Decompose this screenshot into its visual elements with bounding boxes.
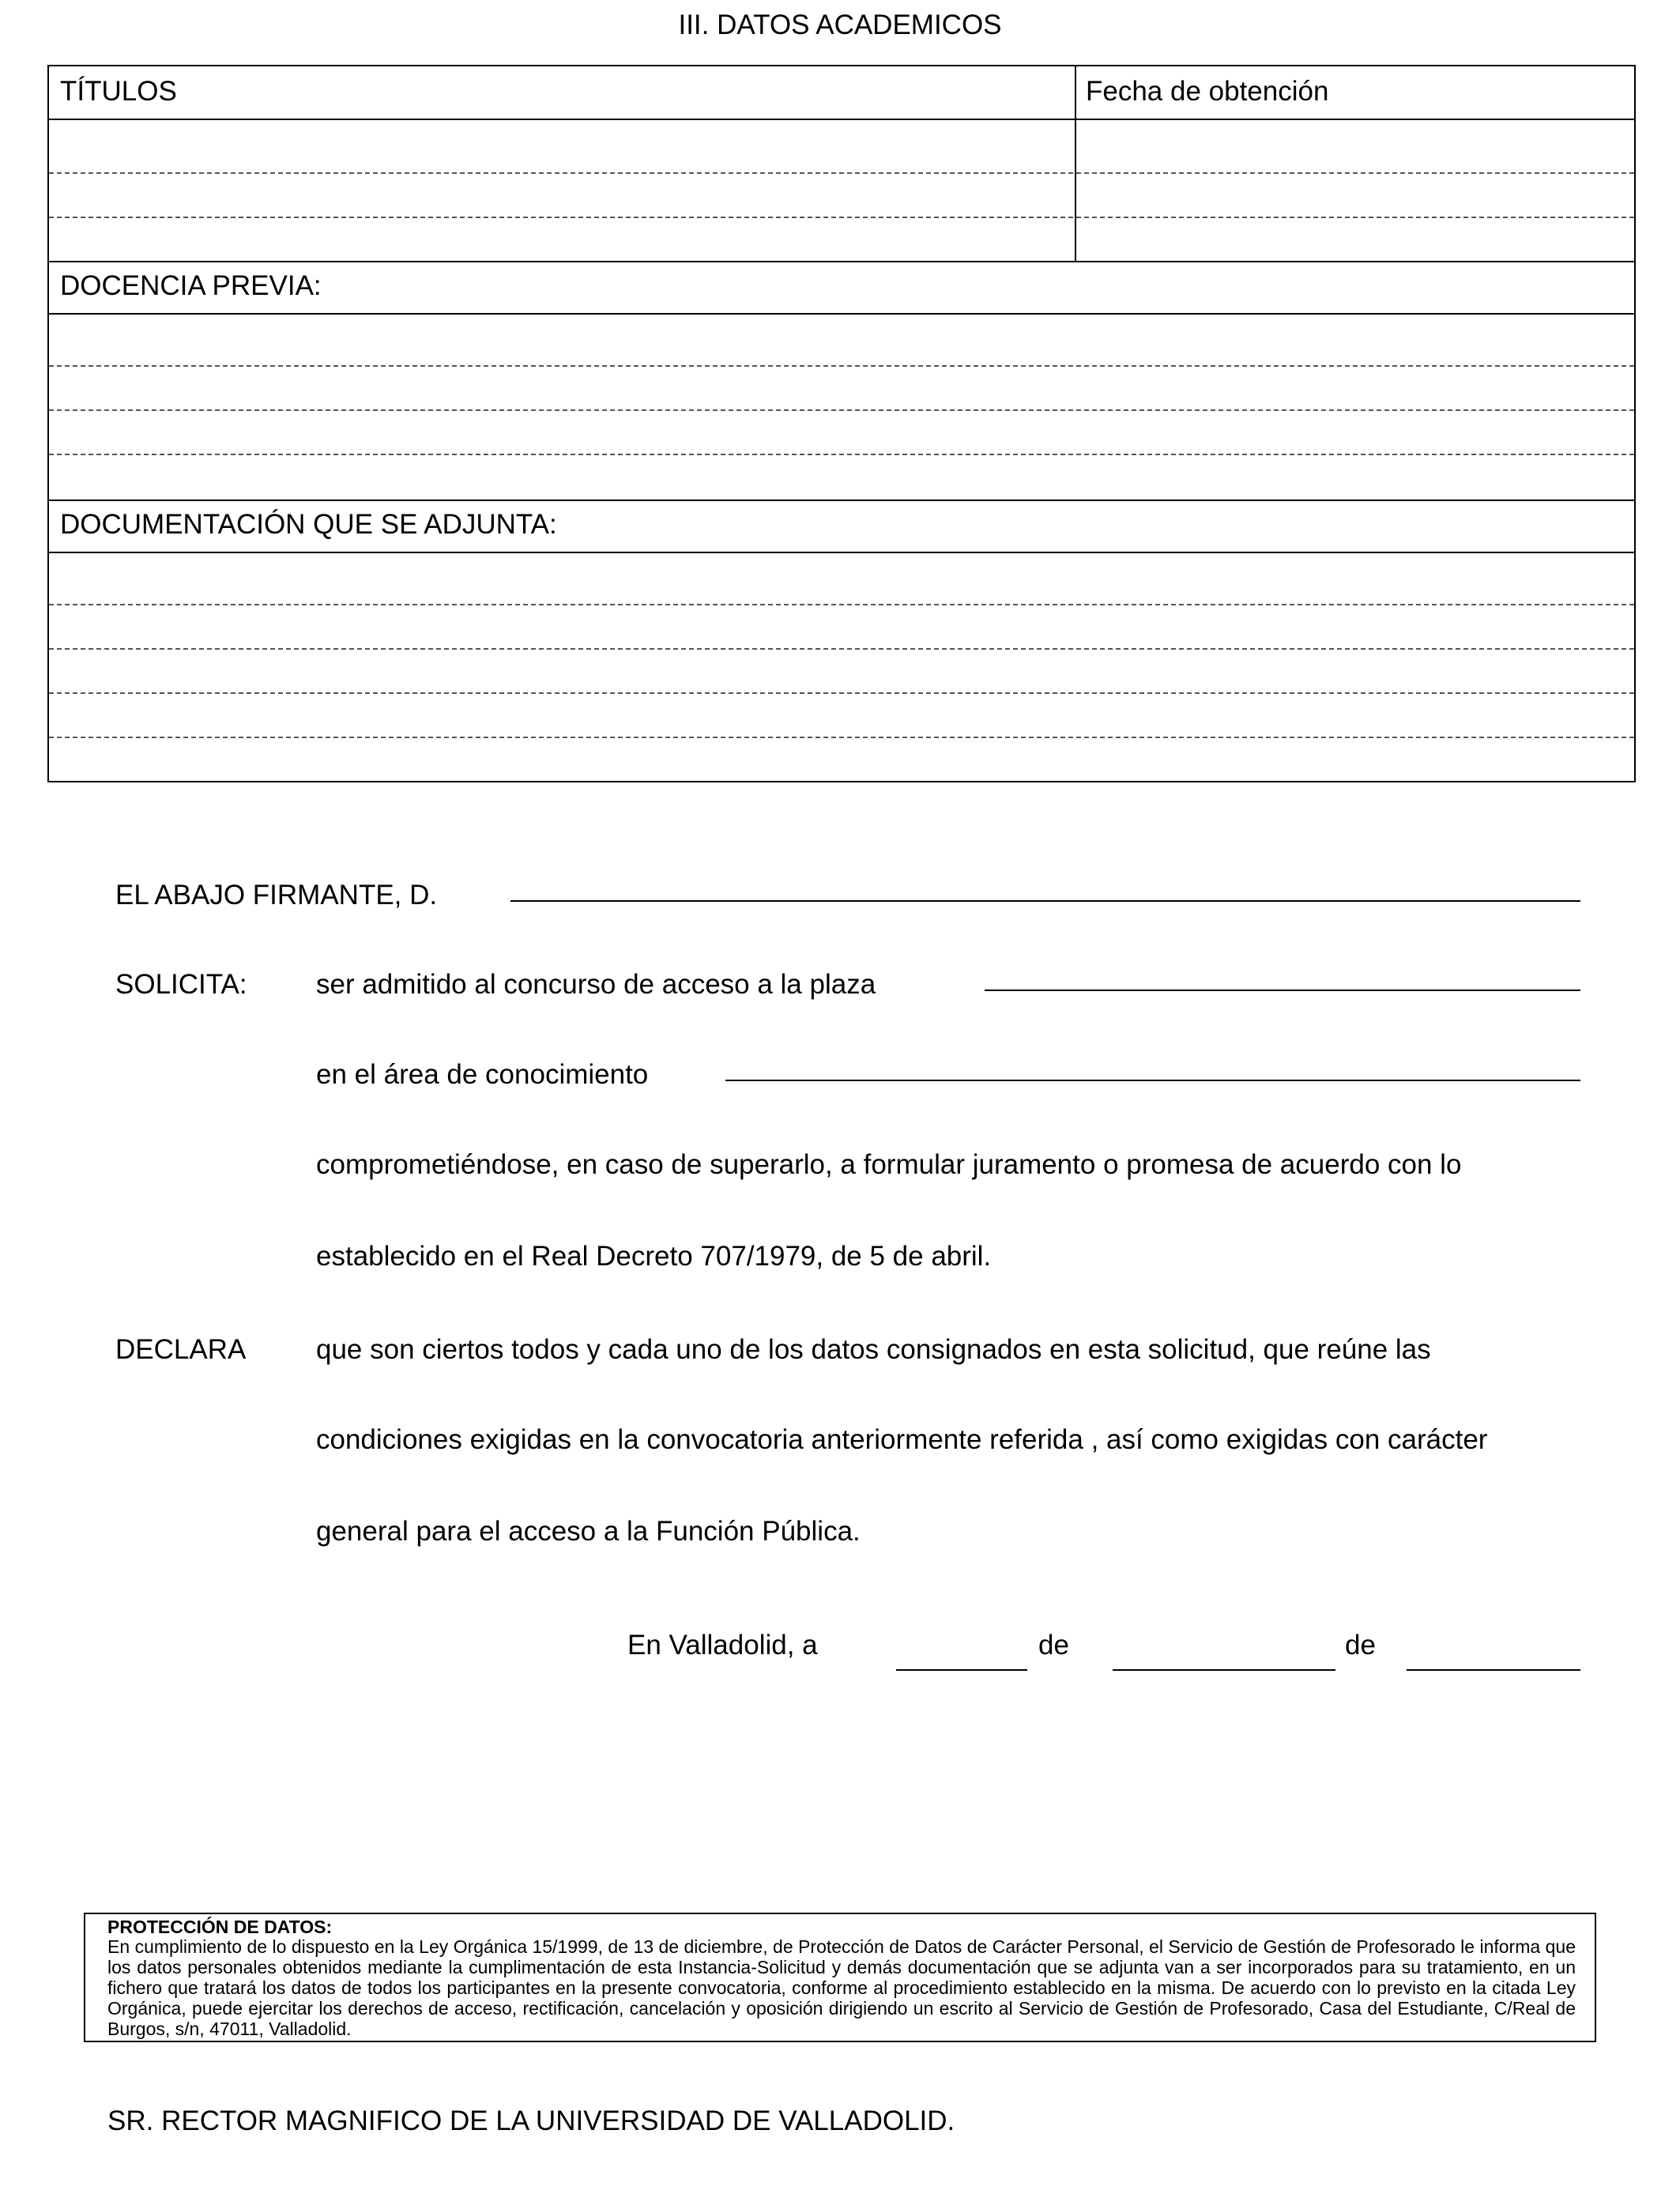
solicita-text-4: establecido en el Real Decreto 707/1979, de 5 de abril. (316, 1241, 992, 1272)
data-protection-title: PROTECCIÓN DE DATOS: (107, 1917, 333, 1937)
declara-text-2: condiciones exigidas en la convocatoria anteriormente referida , así como exigidas con carácter (316, 1424, 1488, 1455)
docencia-previa-label: DOCENCIA PREVIA: (60, 270, 322, 301)
day-field[interactable] (896, 1669, 1027, 1671)
docencia-field-1[interactable] (49, 315, 1634, 364)
docencia-field-3[interactable] (49, 411, 1634, 452)
fecha-obtencion-header: Fecha de obtención (1086, 76, 1329, 107)
de-text-1: de (1038, 1630, 1069, 1661)
documentacion-field-3[interactable] (49, 650, 1634, 691)
section-divider (49, 261, 1634, 262)
solicita-text-1: ser admitido al concurso de acceso a la plaza (316, 969, 876, 1000)
docencia-field-4[interactable] (49, 455, 1634, 498)
documentacion-field-5[interactable] (49, 738, 1634, 781)
firmante-name-field[interactable] (510, 900, 1580, 902)
section-title: III. DATOS ACADEMICOS (678, 9, 1002, 40)
addressee: SR. RECTOR MAGNIFICO DE LA UNIVERSIDAD DE VALLADOLID. (107, 2105, 955, 2136)
data-protection-box (84, 1913, 1596, 2042)
place-text: En Valladolid, a (627, 1630, 818, 1661)
declara-text-3: general para el acceso a la Función Pública. (316, 1516, 861, 1547)
declara-text-1: que son ciertos todos y cada uno de los datos consignados en esta solicitud, que reúne las (316, 1334, 1431, 1365)
fecha-field-1[interactable] (1076, 120, 1636, 171)
documentacion-field-2[interactable] (49, 605, 1634, 647)
titulo-field-1[interactable] (49, 120, 1074, 171)
titulos-header: TÍTULOS (60, 76, 177, 107)
documentacion-label: DOCUMENTACIÓN QUE SE ADJUNTA: (60, 509, 557, 540)
documentacion-field-4[interactable] (49, 694, 1634, 735)
docencia-field-2[interactable] (49, 367, 1634, 408)
titulo-field-3[interactable] (49, 218, 1074, 259)
month-field[interactable] (1113, 1669, 1335, 1671)
titulo-field-2[interactable] (49, 174, 1074, 215)
year-field[interactable] (1407, 1669, 1580, 1671)
fecha-field-3[interactable] (1076, 218, 1636, 259)
solicita-text-2: en el área de conocimiento (316, 1059, 649, 1090)
documentacion-field-1[interactable] (49, 553, 1634, 602)
academic-data-table (47, 65, 1636, 782)
de-text-2: de (1345, 1630, 1376, 1661)
section-divider (49, 499, 1634, 501)
fecha-field-2[interactable] (1076, 174, 1636, 215)
solicita-label: SOLICITA: (115, 969, 247, 1000)
solicita-text-3: comprometiéndose, en caso de superarlo, a formular juramento o promesa de acuerdo con lo (316, 1149, 1462, 1180)
data-protection-text: En cumplimiento de lo dispuesto en la Ley Orgánica 15/1999, de 13 de diciembre, de Protección de Datos de Carácter Personal, el Servicio de Gestión de Profesorado le informa que los datos personales obtenidos mediante la cumplimentación de esta Instancia-Solicitud y demás documentación que se adjunta van a ser incorporados para su tratamiento, en un fichero que tratará los datos de todos los participantes en la presente convocatoria, conforme al procedimiento establecido en la misma. De acuerdo con lo previsto en la citada Ley Orgánica, puede ejercitar los derechos de acceso, rectificación, cancelación y oposición dirigiendo un escrito al Servicio de Gestión de Profesorado, Casa del Estudiante, C/Real de Burgos, s/n, 47011, Valladolid. (107, 1936, 1576, 2039)
firmante-label: EL ABAJO FIRMANTE, D. (115, 880, 438, 910)
plaza-field[interactable] (985, 990, 1580, 991)
declara-label: DECLARA (115, 1334, 247, 1365)
area-conocimiento-field[interactable] (725, 1080, 1580, 1081)
